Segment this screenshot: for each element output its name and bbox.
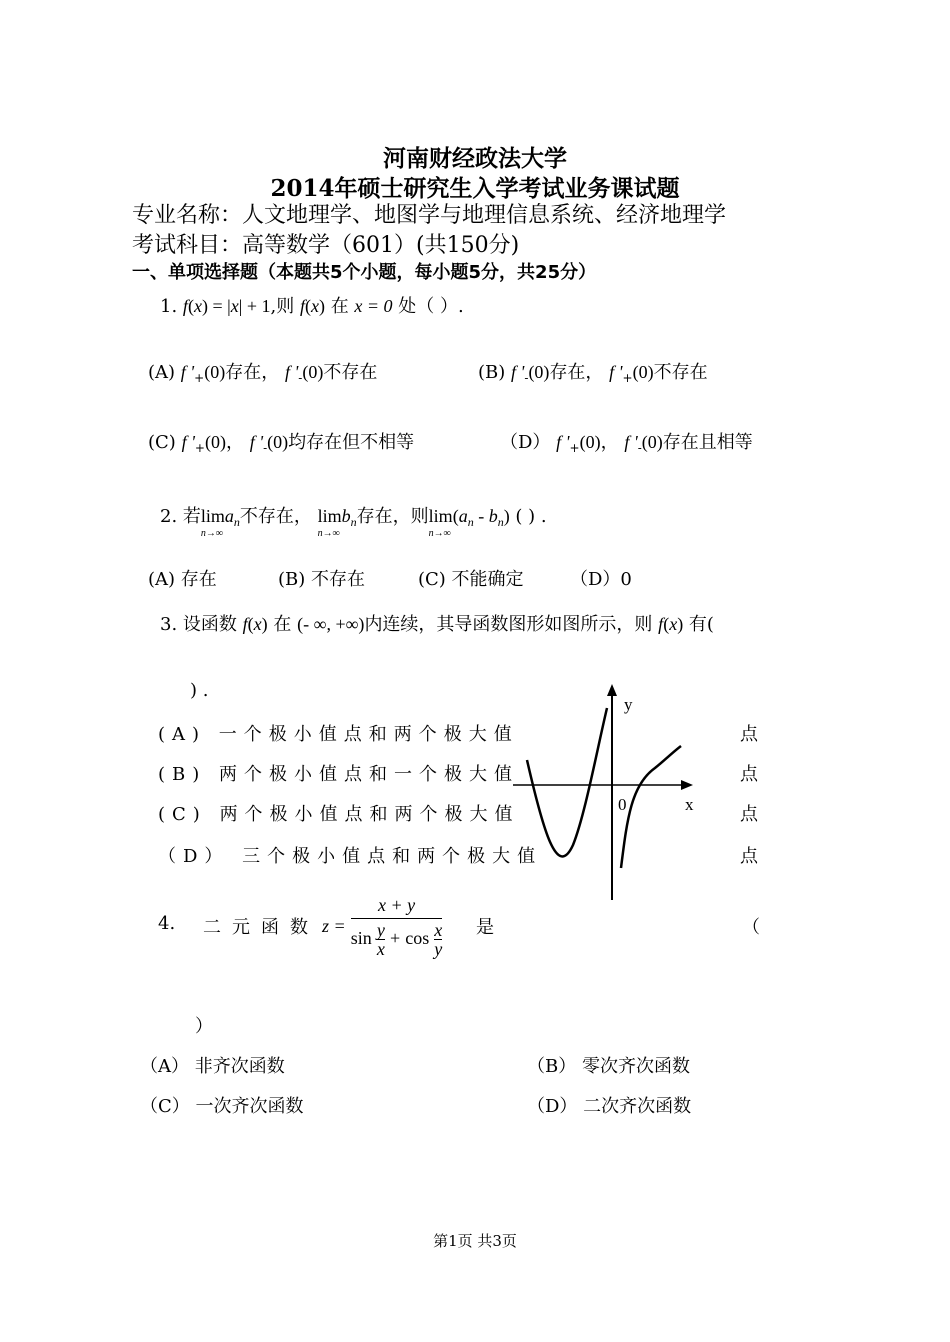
section-heading: 一、单项选择题（本题共5个小题，每小题5分，共25分） bbox=[132, 262, 597, 283]
question-3-option-c-end: 点 bbox=[740, 804, 758, 825]
question-3-option-a-end: 点 bbox=[740, 724, 758, 745]
question-4-shi: 是 bbox=[476, 917, 494, 938]
question-4-open-paren: （ bbox=[742, 917, 760, 938]
question-4-option-d[interactable]: （D） 二次齐次函数 bbox=[527, 1096, 692, 1117]
formula-fraction: x + y sin $\frac{y}{x}$ + cos $\frac{x}{y}$ bbox=[350, 895, 443, 959]
graph-y-label: y bbox=[624, 695, 633, 714]
question-3-option-b[interactable]: (B) 两个极小值点和一个极大值 bbox=[158, 764, 520, 785]
question-3-option-a[interactable]: (A) 一个极小值点和两个极大值 bbox=[158, 724, 519, 745]
question-4-formula: z = x + y sin $\frac{y}{x}$ + cos $\frac{x}{y}$ bbox=[322, 895, 443, 959]
university-name: 河南财经政法大学 bbox=[383, 145, 567, 172]
question-1-stem: 1. f(x) = |x| + 1,则 f(x) 在 x = 0 处（ ）. bbox=[160, 296, 464, 317]
question-2-option-d[interactable]: （D）0 bbox=[570, 569, 632, 590]
question-3-option-c[interactable]: (C) 两个极小值点和两个极大值 bbox=[158, 804, 520, 825]
question-2-option-b[interactable]: (B) 不存在 bbox=[278, 569, 365, 590]
exam-subject: 考试科目：高等数学（601）(共150分) bbox=[132, 233, 520, 258]
question-4-close-paren: ） bbox=[195, 1016, 213, 1037]
x-axis-arrow-icon bbox=[681, 780, 693, 790]
question-4-option-b[interactable]: （B） 零次齐次函数 bbox=[527, 1056, 690, 1077]
question-3-option-b-end: 点 bbox=[740, 764, 758, 785]
question-2-option-a[interactable]: (A) 存在 bbox=[148, 569, 217, 590]
question-2-option-c[interactable]: (C) 不能确定 bbox=[418, 569, 524, 590]
question-1-option-d[interactable]: （D） f '$_+(0)$， f '$_-(0)$存在且相等 bbox=[500, 432, 753, 455]
question-1-option-c[interactable]: (C) f '$_+(0)$， f '$_-(0)$均存在但不相等 bbox=[148, 432, 415, 455]
exam-title: 2014年硕士研究生入学考试业务课试题 bbox=[270, 175, 680, 202]
question-1-option-a[interactable]: (A) f '$_+(0)$存在， f '$_-(0)$不存在 bbox=[148, 362, 378, 385]
graph-x-label: x bbox=[685, 795, 694, 814]
question-2-stem: 2. 若lim n→∞ $a_n$不存在， lim n→∞ $b_n$存在，则lim n→∞ $(a_n - b_n)$ ( ) . bbox=[160, 506, 547, 539]
major-name: 专业名称：人文地理学、地图学与地理信息系统、经济地理学 bbox=[132, 203, 727, 228]
question-4-option-c[interactable]: （C） 一次齐次函数 bbox=[140, 1096, 304, 1117]
derivative-curve-right bbox=[621, 746, 681, 868]
graph-origin-label: 0 bbox=[618, 795, 627, 814]
y-axis-arrow-icon bbox=[607, 684, 617, 696]
question-4-option-a[interactable]: （A） 非齐次函数 bbox=[140, 1056, 285, 1077]
question-4-number: 4. bbox=[158, 913, 176, 934]
page-footer: 第1页 共3页 bbox=[433, 1232, 517, 1250]
question-3-option-d-end: 点 bbox=[740, 846, 758, 867]
derivative-curve-left bbox=[527, 708, 607, 856]
derivative-graph bbox=[505, 680, 705, 905]
question-4-label: 二元函数 bbox=[203, 917, 319, 938]
question-1-option-b[interactable]: (B) f '$_-(0)$存在， f '$_+(0)$不存在 bbox=[478, 362, 708, 385]
question-3-stem: 3. 设函数 f(x) 在 (- ∞, +∞)内连续，其导函数图形如图所示，则 f(x) 有( bbox=[160, 614, 714, 635]
question-3-option-d[interactable]: （D） 三个极小值点和两个极大值 bbox=[158, 846, 543, 867]
question-3-close: ) . bbox=[190, 680, 209, 701]
